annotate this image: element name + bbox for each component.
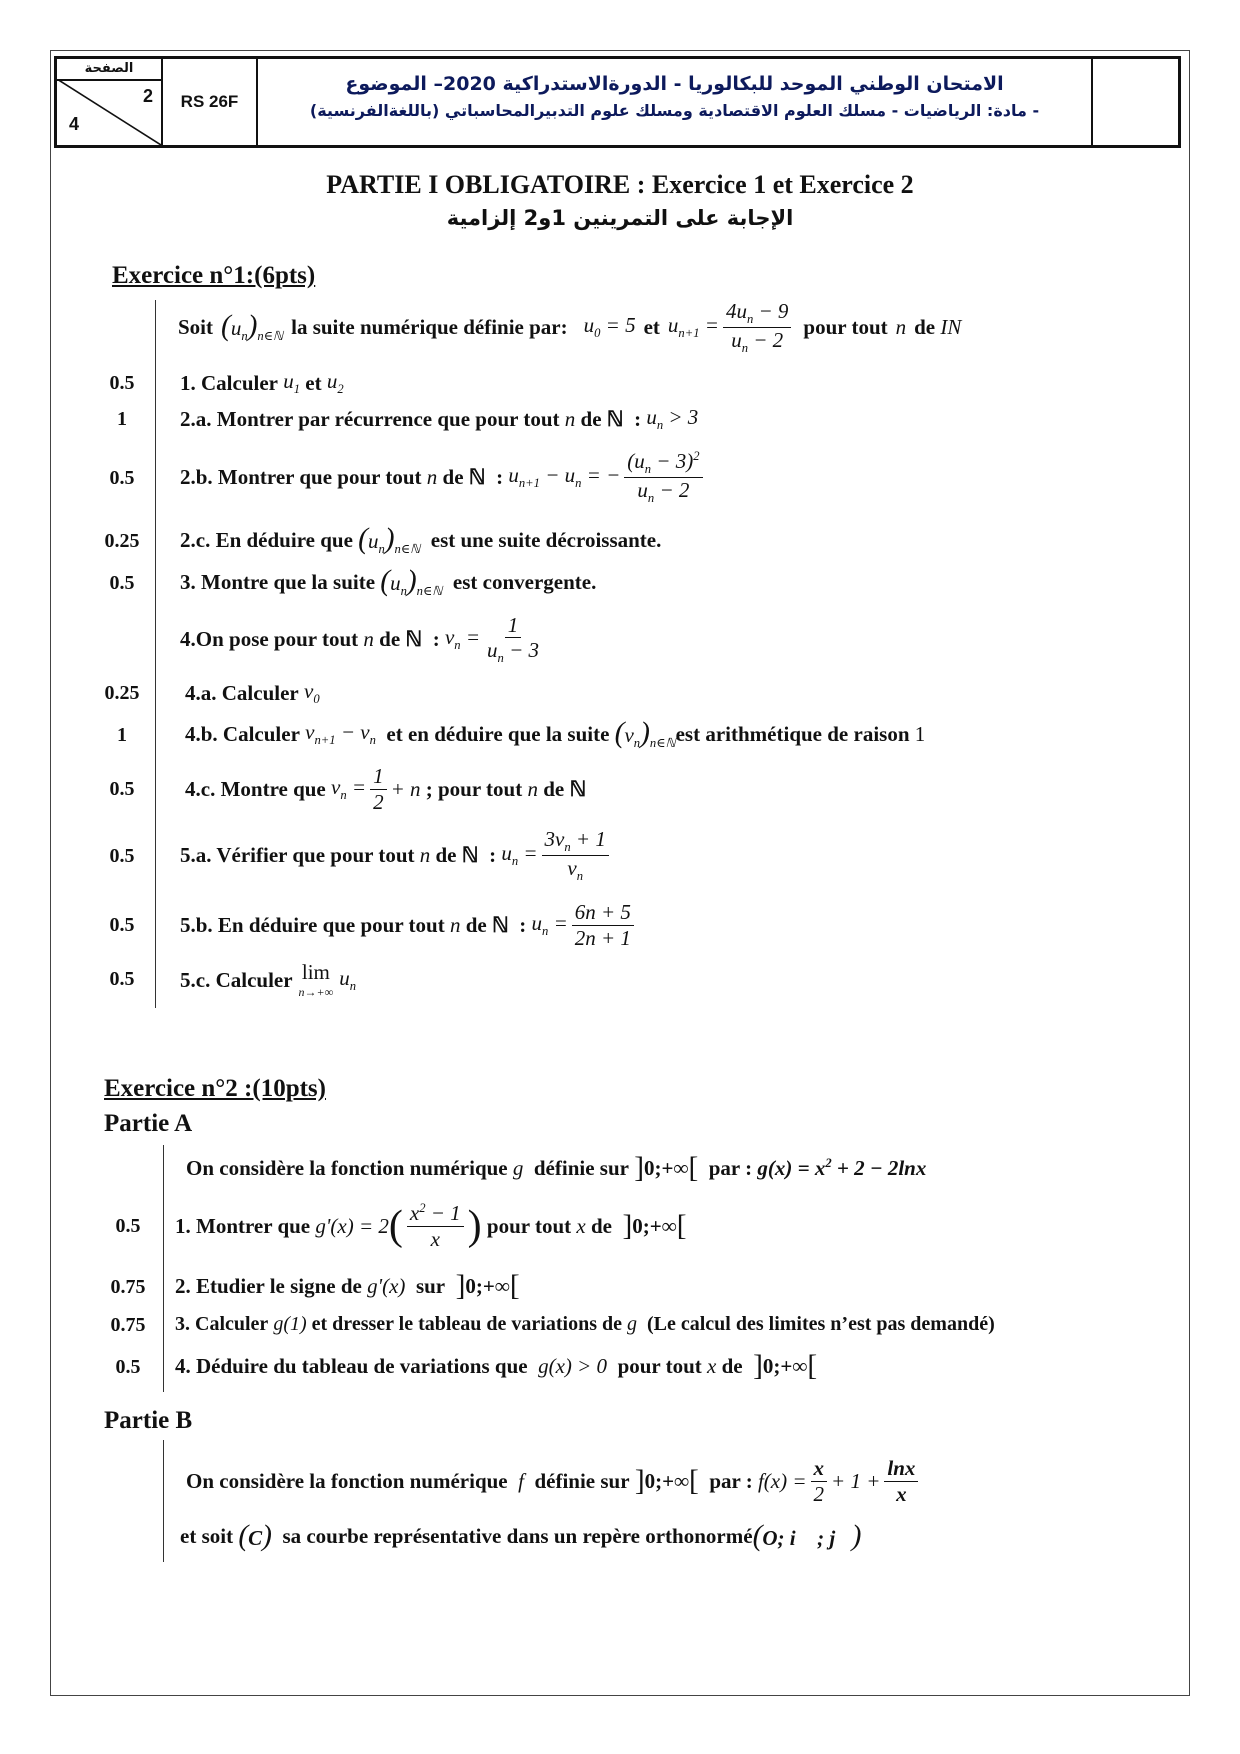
question-1: 1. Calculer $u_1$ et $u_2$ [180,368,344,397]
exam-title-line2: - مادة: الرياضيات - مسلك العلوم الاقتصادية ومسلك علوم التدبيرالمحاسباتي (باللغةالفرنسية) [309,101,1040,120]
question-2b: 2.b. Montrer que pour tout n de ℕ : $u_{n+1} - u_n$ = − $\frac{(u_n - 3)^2}{u_n - 2}$ [180,442,707,512]
points: 0.75 [110,1314,146,1336]
part-b-curve-line: et soit (C) sa courbe représentative dans un repère orthonormé (O; i⃗ ; j⃗) [180,1519,862,1552]
part-a-question-2: 2. Etudier le signe de g'(x) sur ] 0;+∞ [ [175,1269,520,1302]
part-arabic-note: الإجابة على التمرينين 1و2 إلزامية [446,206,794,230]
exam-code: RS 26F [163,59,258,145]
exam-title [258,59,1093,145]
points: 1 [117,724,127,746]
part-b-title: Partie B [104,1407,193,1434]
exercise1-intro: Soit $(u_n)_{n\in ℕ}$ la suite numérique définie par: $u_0 = 5$ et $u_{n+1}$ = $\frac{4u_n - 9}{u_n - 2}$ pour tout n de IN [178,298,962,355]
part-a-question-4: 4. Déduire du tableau de variations que g(x) > 0 pour tout x de ] 0;+∞ [ [175,1349,818,1382]
points: 0.5 [115,1215,141,1237]
page-number-cell [57,59,163,145]
points: 0.5 [109,467,135,489]
part-b-intro: On considère la fonction numérique f définie sur ] 0;+∞ [ par : f(x) = $\frac{x}{2}$ + 1 + $\frac{\ln x}{x}$ [186,1450,922,1512]
question-3: 3. Montre que la suite $(u_n)_{n\in ℕ}$ est convergente. [180,564,597,599]
part-a-title: Partie A [104,1110,193,1137]
page-label: الصفحة [57,59,161,81]
question-5b: 5.b. En déduire que pour tout n de ℕ : $u_n$ = $\frac{6n + 5}{2n + 1}$ [180,892,638,958]
question-5a: 5.a. Vérifier que pour tout n de ℕ : $u_n$ = $\frac{3v_n + 1}{v_n}$ [180,822,613,888]
points: 0.5 [115,1356,141,1378]
points: 0.5 [109,845,135,867]
question-4: 4.On pose pour tout n de ℕ : $v_n$ = $\frac{1}{u_n - 3}$ [180,612,539,665]
points: 0.25 [104,682,140,704]
points: 0.5 [109,372,135,394]
points: 0.5 [109,778,135,800]
header-empty-cell [1093,59,1178,145]
margin-line [163,1440,164,1562]
question-2c: 2.c. En déduire que $(u_n)_{n\in ℕ}$ est une suite décroissante. [180,522,662,557]
margin-line [163,1145,164,1392]
question-2a: 2.a. Montrer par récurrence que pour tout n de ℕ : $u_n > 3$ [180,404,699,433]
points: 0.25 [104,530,140,552]
question-5c: 5.c. Calculer lim n→+∞ $u_n$ [180,960,356,999]
points: 0.5 [109,572,135,594]
part-a-question-3: 3. Calculer g(1) et dresser le tableau de variations de g (Le calcul des limites n’est pas demandé) [175,1312,995,1335]
exercise2-title: Exercice n°2 :(10pts) [104,1075,326,1102]
exam-title-line1: الامتحان الوطني الموحد للبكالوريا - الدورةالاستدراكية 2020– الموضوع [345,73,1004,95]
points: 0.75 [110,1276,146,1298]
exam-header [54,56,1181,148]
part-title: PARTIE I OBLIGATOIRE : Exercice 1 et Exercice 2 [326,170,914,199]
page-current: 2 [142,86,153,106]
points: 0.5 [109,968,135,990]
page-total: 4 [69,114,80,134]
question-4c: 4.c. Montre que $v_n$ = $\frac{1}{2}$ + n ; pour tout n de ℕ [185,764,587,814]
exercise1-title: Exercice n°1:(6pts) [112,262,316,289]
part-a-intro: On considère la fonction numérique g définie sur ] 0;+∞ [ par : $g(x) = x^2 + 2 - 2\ln x$ [186,1151,927,1184]
question-4a: 4.a. Calculer $v_0$ [185,678,320,707]
question-4b: 4.b. Calculer $v_{n+1} - v_n$ et en déduire que la suite $(v_n)_{n\in ℕ}$ est arithmétique de raison 1 [185,716,926,751]
part-a-question-1: 1. Montrer que g'(x) = 2 ( $\frac{x^2 - 1}{x}$ ) pour tout x de ] 0;+∞ [ [175,1201,687,1251]
points: 1 [117,408,127,430]
points: 0.5 [109,914,135,936]
